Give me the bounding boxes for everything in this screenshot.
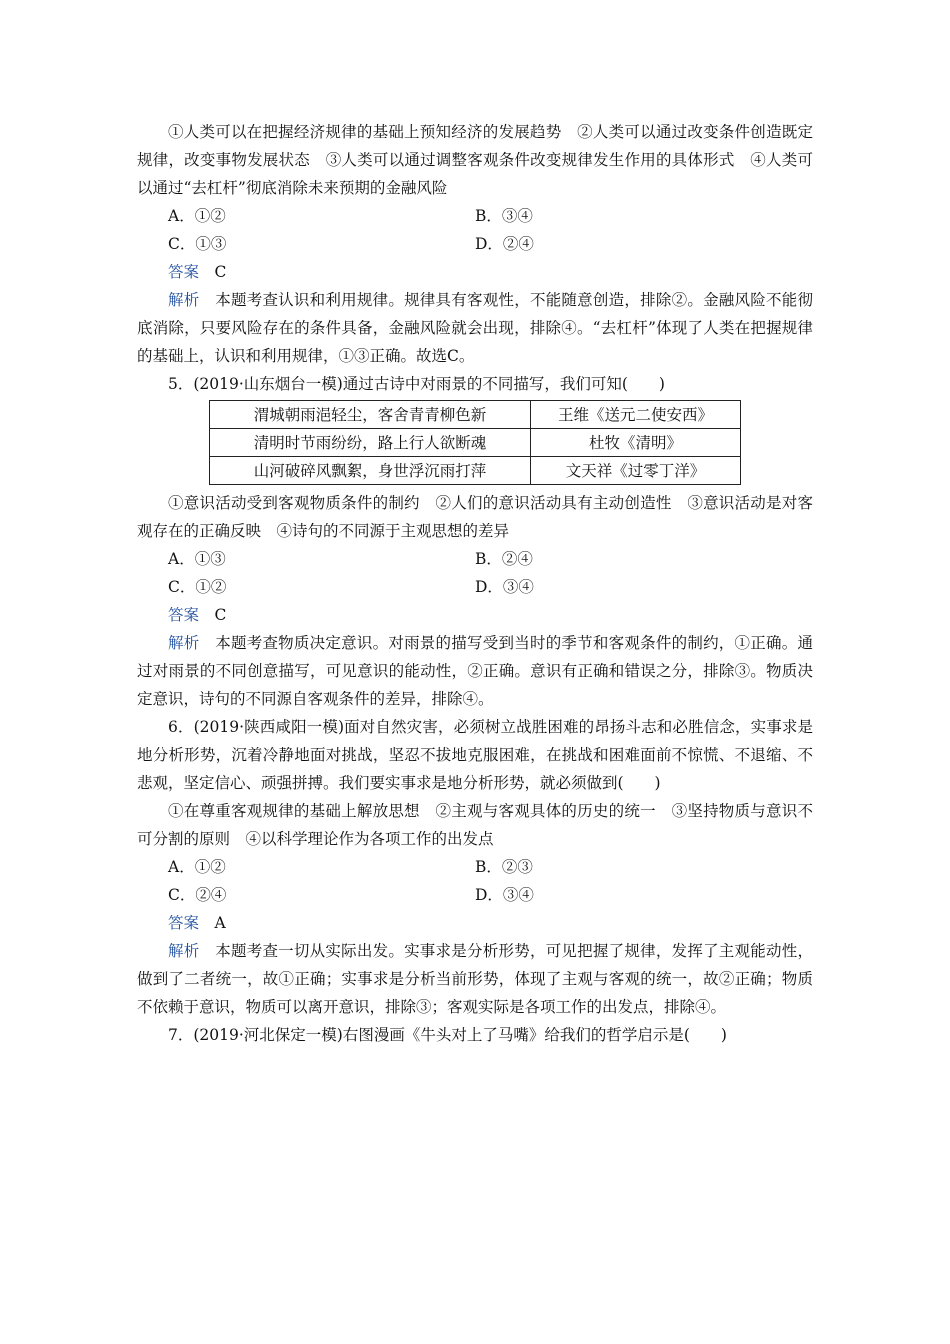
analysis-text: 本题考查物质决定意识。对雨景的描写受到当时的季节和客观条件的制约，①正确。通过对雨景的不同创意描写，可见意识的能动性，②正确。意识有正确和错误之分，排除③。物质决定意识，诗句的不同源自客观条件的差异，排除④。 bbox=[137, 634, 813, 708]
analysis-label: 解析 bbox=[168, 291, 200, 309]
document-page bbox=[137, 118, 813, 1049]
q6-options-row-2 bbox=[137, 881, 813, 909]
poem-line: 清明时节雨纷纷，路上行人欲断魂 bbox=[210, 429, 531, 457]
poem-source: 杜牧《清明》 bbox=[531, 429, 741, 457]
analysis-text: 本题考查认识和利用规律。规律具有客观性，不能随意创造，排除②。金融风险不能彻底消除，只要风险存在的条件具备，金融风险就会出现，排除④。“去杠杆”体现了人类在把握规律的基础上，认识和利用规律，①③正确。故选C。 bbox=[137, 291, 813, 365]
q4-stem: ①人类可以在把握经济规律的基础上预知经济的发展趋势 ②人类可以通过改变条件创造既定规律，改变事物发展状态 ③人类可以通过调整客观条件改变规律发生作用的具体形式 ④人类可以通过“去杠杆”彻底消除未来预期的金融风险 bbox=[137, 123, 813, 197]
q5-option-b: B．②④ bbox=[475, 550, 533, 568]
q6-answer bbox=[137, 909, 813, 937]
poem-source: 文天祥《过零丁洋》 bbox=[531, 457, 741, 485]
q4-options-row-2 bbox=[137, 230, 813, 258]
q4-answer bbox=[137, 258, 813, 286]
table-row bbox=[210, 457, 741, 485]
q6-option-a: A．①② bbox=[168, 858, 226, 876]
q5-options-row-2 bbox=[137, 573, 813, 601]
q6-option-c: C．②④ bbox=[168, 886, 227, 904]
q6-options-row-1 bbox=[137, 853, 813, 881]
answer-value: A bbox=[214, 914, 226, 932]
poem-line: 渭城朝雨浥轻尘，客舍青青柳色新 bbox=[210, 401, 531, 429]
q6-stem: 6．(2019·陕西咸阳一模)面对自然灾害，必须树立战胜困难的昂扬斗志和必胜信念，实事求是地分析形势，沉着冷静地面对挑战，坚忍不拔地克服困难，在挑战和困难面前不惊慌、不退缩、不悲观，坚定信心、顽强拼搏。我们要实事求是地分析形势，就必须做到( ) bbox=[137, 718, 813, 792]
q5-option-c: C．①② bbox=[168, 578, 227, 596]
q4-option-a: A．①② bbox=[168, 207, 226, 225]
poem-line: 山河破碎风飘絮，身世浮沉雨打萍 bbox=[210, 457, 531, 485]
q4-option-d: D．②④ bbox=[475, 235, 534, 253]
answer-label: 答案 bbox=[168, 263, 200, 281]
answer-value: C bbox=[214, 606, 227, 624]
answer-value: C bbox=[214, 263, 227, 281]
poem-table bbox=[209, 400, 741, 485]
analysis-label: 解析 bbox=[168, 942, 200, 960]
q6-choices: ①在尊重客观规律的基础上解放思想 ②主观与客观具体的历史的统一 ③坚持物质与意识不可分割的原则 ④以科学理论作为各项工作的出发点 bbox=[137, 802, 813, 848]
answer-label: 答案 bbox=[168, 914, 200, 932]
analysis-text: 本题考查一切从实际出发。实事求是分析形势，可见把握了规律，发挥了主观能动性，做到了二者统一，故①正确；实事求是分析当前形势，体现了主观与客观的统一，故②正确；物质不依赖于意识，物质可以离开意识，排除③；客观实际是各项工作的出发点，排除④。 bbox=[137, 942, 813, 1016]
q5-analysis bbox=[137, 629, 813, 713]
q4-analysis bbox=[137, 286, 813, 370]
q5-choices: ①意识活动受到客观物质条件的制约 ②人们的意识活动具有主动创造性 ③意识活动是对客观存在的正确反映 ④诗句的不同源于主观思想的差异 bbox=[137, 494, 813, 540]
q4-options-row-1 bbox=[137, 202, 813, 230]
q5-answer bbox=[137, 601, 813, 629]
q4-option-c: C．①③ bbox=[168, 235, 227, 253]
q5-option-a: A．①③ bbox=[168, 550, 226, 568]
analysis-label: 解析 bbox=[168, 634, 200, 652]
q5-stem: 5．(2019·山东烟台一模)通过古诗中对雨景的不同描写，我们可知( ) bbox=[168, 375, 665, 393]
q6-option-d: D．③④ bbox=[475, 886, 534, 904]
table-row bbox=[210, 429, 741, 457]
q6-analysis bbox=[137, 937, 813, 1021]
q5-option-d: D．③④ bbox=[475, 578, 534, 596]
poem-source: 王维《送元二使安西》 bbox=[531, 401, 741, 429]
q7-stem: 7．(2019·河北保定一模)右图漫画《牛头对上了马嘴》给我们的哲学启示是( ) bbox=[168, 1026, 727, 1044]
table-row bbox=[210, 401, 741, 429]
q5-options-row-1 bbox=[137, 545, 813, 573]
q4-option-b: B．③④ bbox=[475, 207, 533, 225]
answer-label: 答案 bbox=[168, 606, 200, 624]
q6-option-b: B．②③ bbox=[475, 858, 533, 876]
